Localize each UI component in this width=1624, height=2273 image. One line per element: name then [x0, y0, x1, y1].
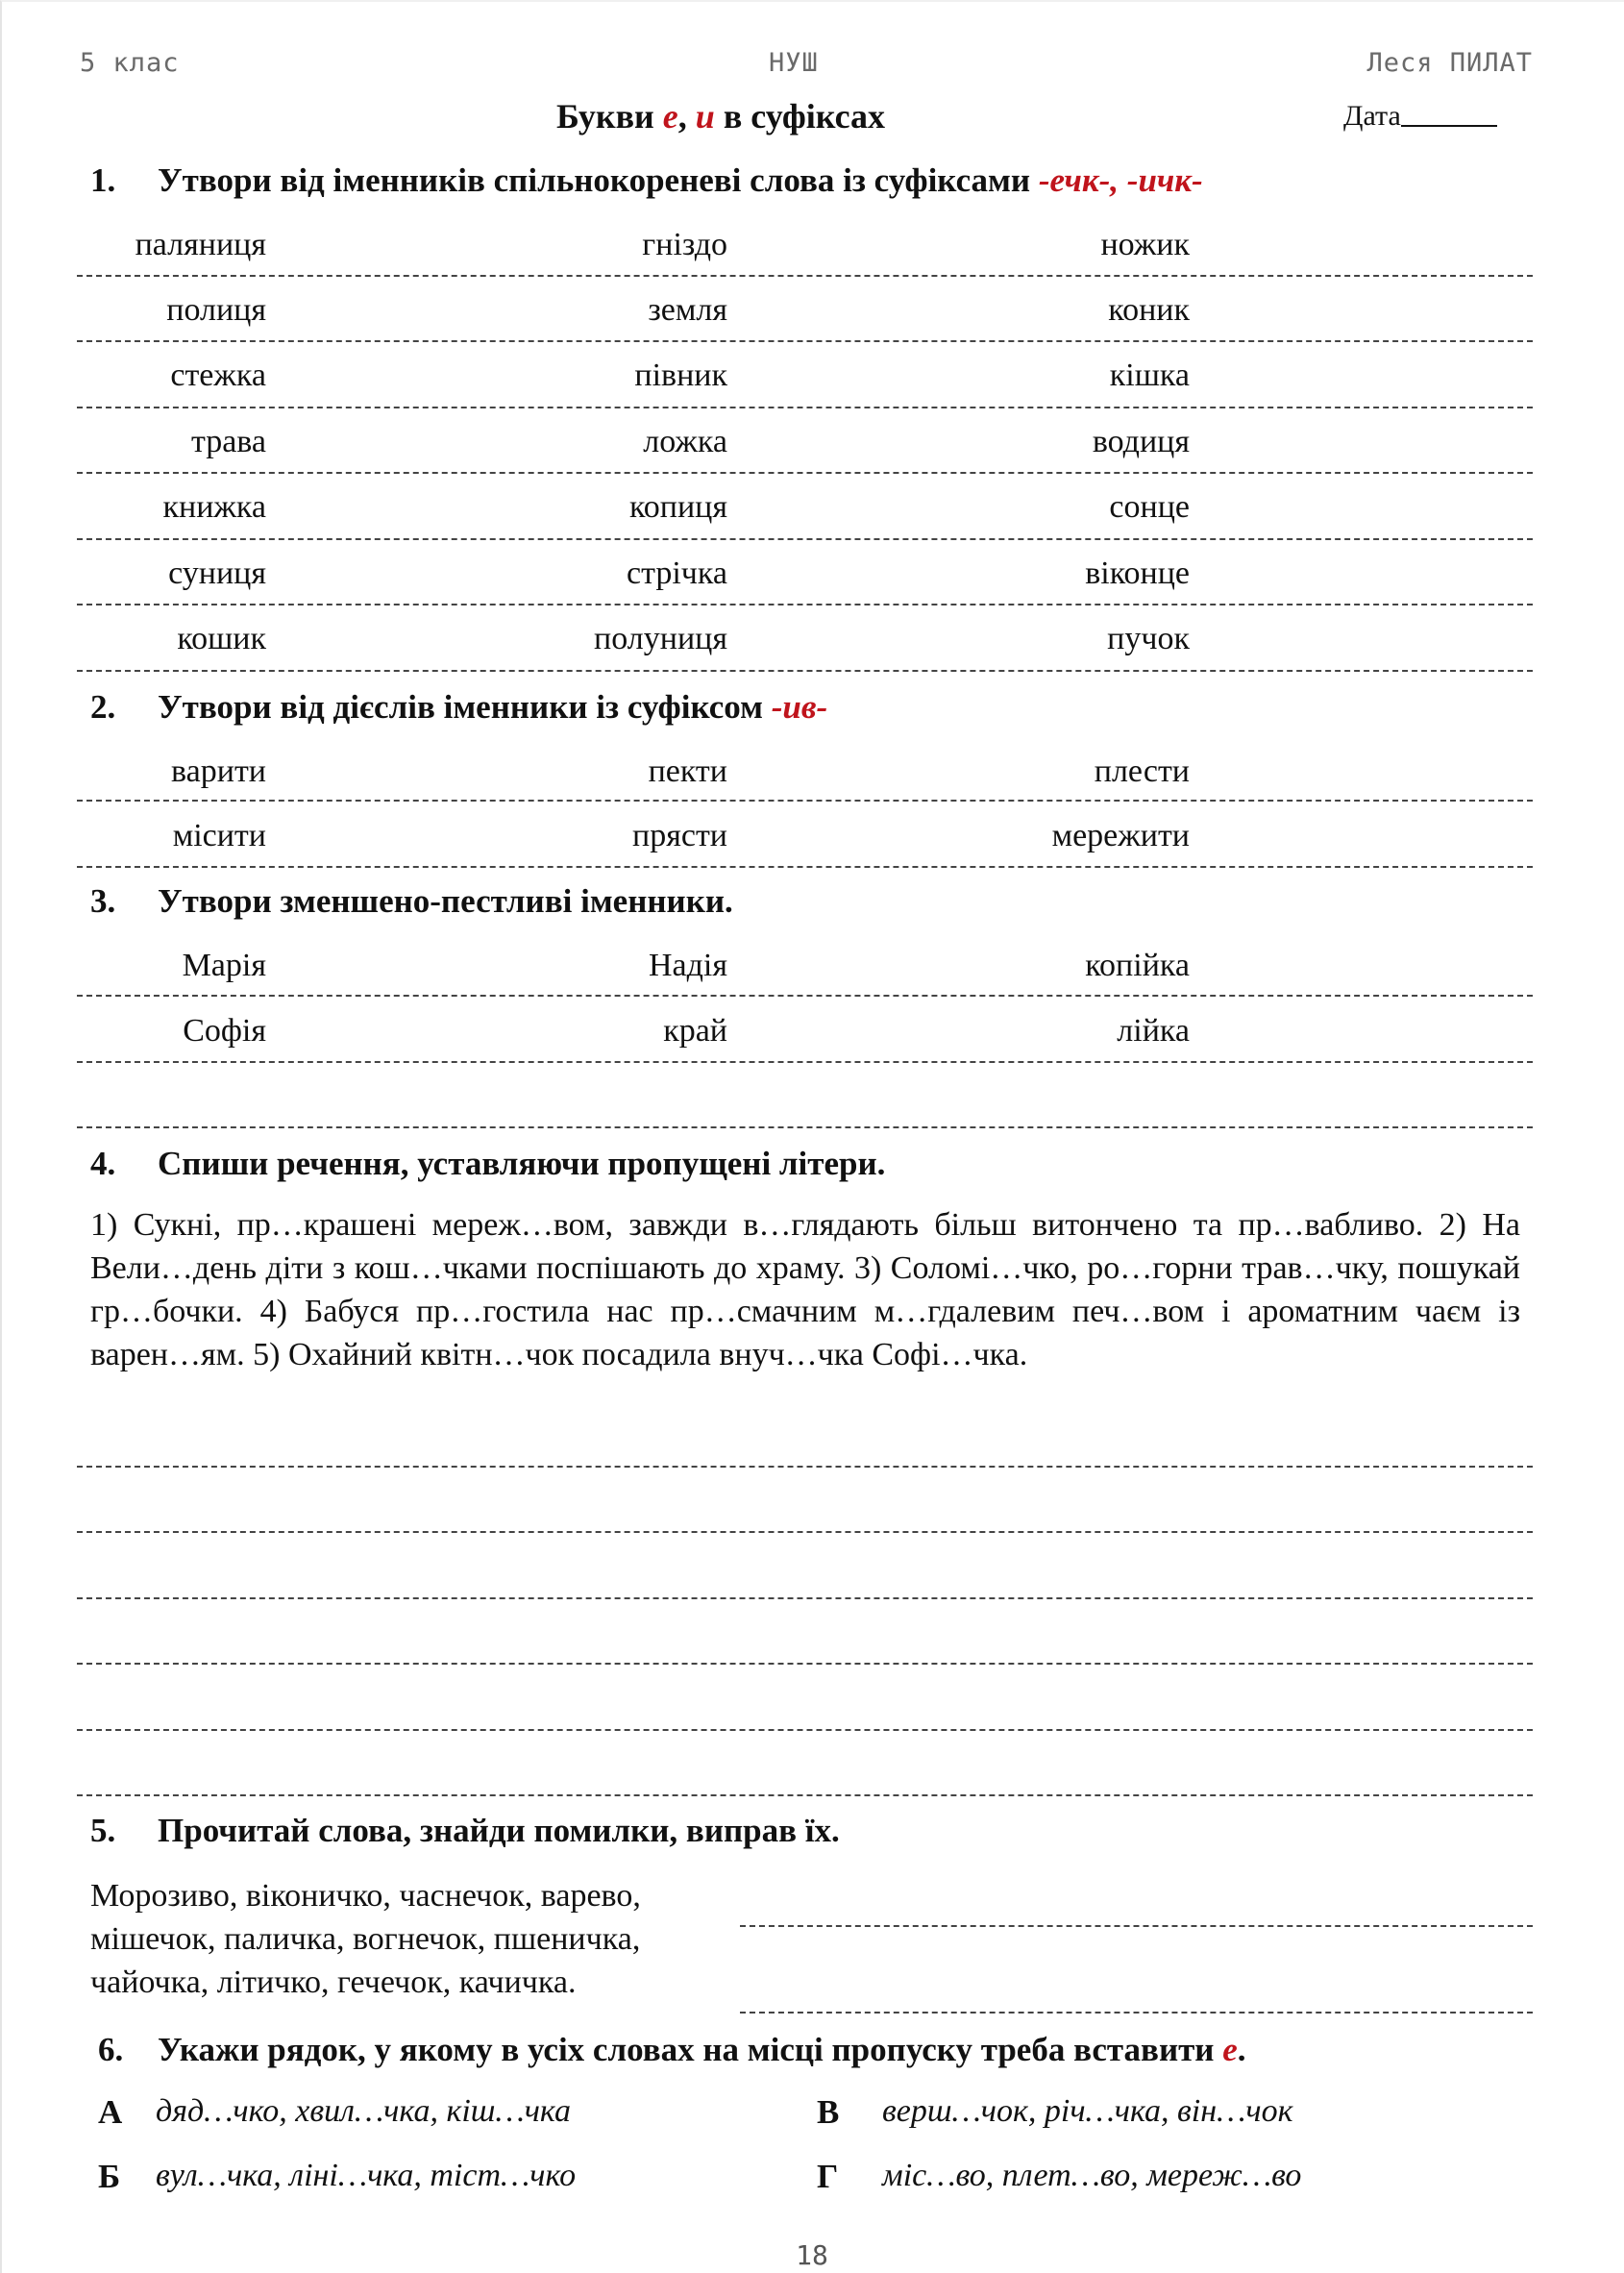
date-line[interactable]	[1401, 100, 1497, 127]
word: земля	[648, 292, 727, 328]
task-1-heading	[90, 161, 1203, 200]
option-letter[interactable]: Г	[817, 2158, 839, 2195]
answer-line[interactable]	[77, 472, 1533, 474]
answer-line[interactable]	[77, 1663, 1533, 1665]
page-number: 18	[796, 2239, 828, 2271]
word: копійка	[1085, 948, 1190, 983]
word: плести	[1094, 754, 1190, 789]
title-prefix: Букви	[555, 97, 663, 136]
word: Марія	[182, 948, 266, 983]
word: стрічка	[626, 556, 727, 591]
task-5-words	[90, 1874, 744, 2004]
task-3-heading	[90, 882, 733, 921]
word: Софія	[183, 1013, 266, 1049]
word-list-line: Морозиво, віконичко, часнечок, варево,	[90, 1878, 641, 1914]
word: водиця	[1092, 424, 1190, 459]
page-title	[0, 96, 1441, 136]
sentences-text: 1) Сукні, пр…крашені мереж…вом, завжди в…глядають більш витончено та пр…вабливо. 2) На Вели…день діти з кош…чками поспішають до храму. 3) Соломі…чко, ро…горни трав…чку, пошукай гр…бочки. 4) Бабуся пр…гостила нас пр…смачним м…гдалевим печ…вом і ароматним чаєм із варен…ям. 5) Охайний квітн…чок посадила внуч…чка Софі…чка.	[90, 1207, 1520, 1372]
task-text: Укажи рядок, у якому в усіх словах на місці пропуску треба вставити	[158, 2031, 1223, 2068]
task-4-heading	[90, 1145, 885, 1183]
task-suffixes: -ечк-, -ичк-	[1038, 161, 1203, 199]
word: пучок	[1107, 621, 1190, 656]
date-field[interactable]	[1343, 100, 1497, 133]
word: місити	[172, 818, 266, 853]
word: полиця	[166, 292, 266, 328]
task-number: 6.	[98, 2031, 124, 2068]
word: книжка	[162, 489, 266, 525]
header-author: Леся ПИЛАТ	[1366, 48, 1533, 78]
word: Надія	[648, 948, 727, 983]
answer-line[interactable]	[77, 340, 1533, 342]
word: варити	[171, 754, 266, 789]
option-text[interactable]: дяд…чко, хвил…чка, кіш…чка	[156, 2093, 571, 2129]
task-text: Утвори зменшено-пестливі іменники.	[158, 882, 733, 920]
title-letter-e: е	[662, 97, 678, 136]
word: ножик	[1100, 227, 1190, 262]
answer-line[interactable]	[77, 1729, 1533, 1731]
answer-line[interactable]	[77, 1126, 1533, 1128]
option-text[interactable]: верш…чок, річ…чка, він…чок	[882, 2093, 1293, 2129]
task-4-paragraph	[90, 1203, 1520, 1376]
task-5-heading	[90, 1812, 840, 1850]
word: півник	[634, 358, 727, 393]
word-list-line: чайочка, літичко, гечечок, качичка.	[90, 1964, 577, 2000]
word: кошик	[177, 621, 266, 656]
answer-line[interactable]	[740, 2012, 1533, 2014]
word: суниця	[168, 556, 266, 591]
answer-line[interactable]	[77, 1531, 1533, 1533]
answer-line[interactable]	[77, 1597, 1533, 1599]
word: ложка	[643, 424, 727, 459]
answer-line[interactable]	[77, 275, 1533, 277]
answer-line[interactable]	[77, 866, 1533, 868]
task-text: Утвори від іменників спільнокореневі слова із суфіксами	[158, 161, 1039, 199]
task-number: 4.	[90, 1145, 116, 1182]
title-suffix: в суфіксах	[714, 97, 886, 136]
answer-line[interactable]	[77, 1061, 1533, 1063]
task-6-heading	[90, 2031, 1246, 2069]
answer-line[interactable]	[77, 538, 1533, 540]
word: копиця	[628, 489, 727, 525]
answer-line[interactable]	[77, 407, 1533, 408]
option-letter[interactable]: А	[98, 2093, 123, 2131]
option-text[interactable]: вул…чка, ліні…чка, тіст…чко	[156, 2158, 577, 2193]
header-series: НУШ	[769, 48, 819, 78]
word: віконце	[1085, 556, 1190, 591]
word: край	[663, 1013, 727, 1049]
word: коник	[1108, 292, 1190, 328]
answer-line[interactable]	[77, 604, 1533, 605]
answer-line[interactable]	[740, 1925, 1533, 1927]
word: сонце	[1109, 489, 1190, 525]
task-end: .	[1237, 2031, 1246, 2068]
word: прясти	[632, 818, 727, 853]
word: стежка	[170, 358, 266, 393]
option-letter[interactable]: В	[817, 2093, 840, 2131]
word-list-line: мішечок, паличка, вогнечок, пшеничка,	[90, 1921, 641, 1957]
answer-line[interactable]	[77, 800, 1533, 802]
task-suffix: -ив-	[771, 688, 828, 726]
answer-line[interactable]	[77, 1794, 1533, 1796]
word: кішка	[1109, 358, 1190, 393]
option-letter[interactable]: Б	[98, 2158, 121, 2195]
word: мережити	[1051, 818, 1190, 853]
option-text[interactable]: міс…во, плет…во, мереж…во	[882, 2158, 1302, 2193]
word: лійка	[1117, 1013, 1190, 1049]
task-letter: е	[1222, 2031, 1238, 2068]
title-separator: ,	[677, 97, 696, 136]
answer-line[interactable]	[77, 995, 1533, 997]
title-letter-y: и	[695, 97, 715, 136]
task-number: 5.	[90, 1812, 116, 1849]
task-text: Прочитай слова, знайди помилки, виправ їх.	[158, 1812, 840, 1849]
task-text: Утвори від дієслів іменники із суфіксом	[158, 688, 772, 726]
header-grade: 5 клас	[80, 48, 180, 78]
date-label: Дата	[1343, 100, 1401, 132]
task-number: 3.	[90, 882, 116, 920]
word: паляниця	[135, 227, 266, 262]
task-text: Спиши речення, уставляючи пропущені літери.	[158, 1145, 886, 1182]
task-2-heading	[90, 688, 827, 727]
task-number: 1.	[90, 161, 116, 199]
answer-line[interactable]	[77, 1466, 1533, 1468]
answer-line[interactable]	[77, 670, 1533, 672]
word: полуниця	[594, 621, 727, 656]
word: гніздо	[642, 227, 727, 262]
word: пекти	[648, 754, 727, 789]
task-number: 2.	[90, 688, 116, 726]
word: трава	[190, 424, 266, 459]
